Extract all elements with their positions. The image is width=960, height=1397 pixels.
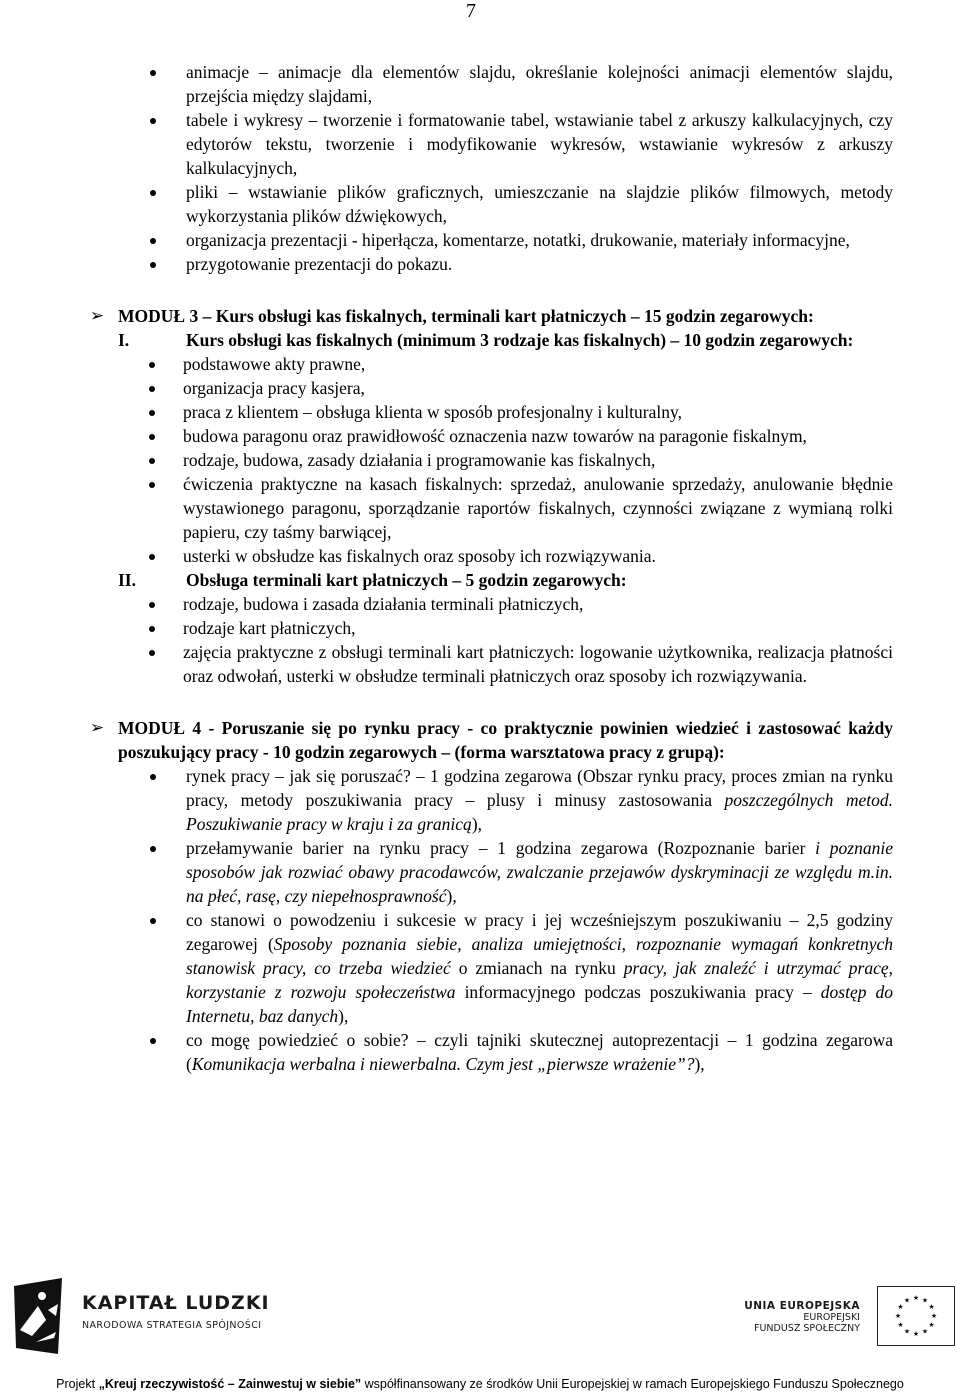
svg-text:★: ★ <box>921 1296 929 1305</box>
list-item: przełamywanie barier na rynku pracy – 1 godzina zegarowa (Rozpoznanie barier i poznanie sposobów jak rozwiać obawy pracodawców, zwalczanie przejawów dyskryminacji ze względu m.in. na płeć, rasę, czy niepełnosprawność), <box>0 836 960 908</box>
svg-text:★: ★ <box>897 1321 904 1329</box>
document-body <box>0 60 960 1076</box>
list-item: przygotowanie prezentacji do pokazu. <box>0 252 960 276</box>
list-item: co stanowi o powodzeniu i sukcesie w pracy i jej wcześniejszym poszukiwaniu – 2,5 godziny zegarowej (Sposoby poznania siebie, analiza umiejętności, rozpoznanie wymagań konkretnych stanowisk pracy, co trzeba wiedzieć o zmianach na rynku pracy, jak znaleźć i utrzymać pracę, korzystanie z rozwoju społeczeństwa informacyjnego podczas poszukiwania pracy – dostęp do Internetu, baz danych), <box>0 908 960 1028</box>
eu-flag-icon <box>877 1286 955 1346</box>
project-footer: Projekt „Kreuj rzeczywistość – Zainwestuj w siebie” współfinansowany ze środków Unii Europejskiej w ramach Europejskiego Funduszu Społecznego <box>56 1377 904 1391</box>
module-4-title: MODUŁ 4 - Poruszanie się po rynku pracy - co praktycznie powinien wiedzieć i zastosować każdy poszukujący pracy - 10 godzin zegarowych – (forma warsztatowa pracy z grupą): <box>118 718 893 762</box>
arrow-bullet-icon: ➢ <box>90 306 105 325</box>
cash-register-topics-list <box>0 352 960 568</box>
bullet-icon <box>149 650 155 656</box>
bullet-icon <box>149 602 155 608</box>
bullet-icon <box>150 238 156 244</box>
bullet-icon <box>150 70 156 76</box>
list-item: co mogę powiedzieć o sobie? – czyli tajniki skutecznej autoprezentacji – 1 godzina zegarowa (Komunikacja werbalna i niewerbalna. Czym jest „pierwsze wrażenie”?), <box>0 1028 960 1076</box>
bullet-icon <box>150 118 156 124</box>
svg-text:★: ★ <box>894 1312 902 1320</box>
footer-logos <box>0 1268 960 1368</box>
list-item: rynek pracy – jak się poruszać? – 1 godzina zegarowa (Obszar rynku pracy, proces zmian na rynku pracy, metody poszukiwania pracy – plusy i minusy zastosowania poszczególnych metod. Poszukiwanie pracy w kraju i za granicą), <box>0 764 960 836</box>
bullet-icon <box>150 774 156 780</box>
bullet-icon <box>149 554 155 560</box>
bullet-icon <box>149 362 155 368</box>
list-item: ćwiczenia praktyczne na kasach fiskalnych: sprzedaż, anulowanie sprzedaży, anulowanie błędnie wystawionego paragonu, sporządzanie raportów fiskalnych, czynności związane z wymianą rolki papieru, czy taśmy barwiącej, <box>0 472 960 544</box>
bullet-icon <box>149 434 155 440</box>
svg-text:★: ★ <box>903 1327 911 1336</box>
bullet-icon <box>149 386 155 392</box>
svg-text:★: ★ <box>903 1296 911 1305</box>
list-item: rodzaje, budowa, zasady działania i programowanie kas fiskalnych, <box>0 448 960 472</box>
bullet-icon <box>149 458 155 464</box>
list-item: rodzaje kart płatniczych, <box>0 616 960 640</box>
module-4-heading <box>0 716 960 764</box>
presentation-topics-list <box>0 60 960 276</box>
bullet-icon <box>150 1038 156 1044</box>
list-item: usterki w obsłudze kas fiskalnych oraz sposoby ich rozwiązywania. <box>0 544 960 568</box>
arrow-bullet-icon: ➢ <box>90 718 105 737</box>
module-3-part-1-heading <box>0 328 960 352</box>
list-item: animacje – animacje dla elementów slajdu, określanie kolejności animacji elementów slajdu, przejścia między slajdami, <box>0 60 960 108</box>
kapital-ludzki-logo-icon <box>12 1276 64 1356</box>
list-item: organizacja pracy kasjera, <box>0 376 960 400</box>
svg-text:★: ★ <box>928 1321 935 1329</box>
kapital-ludzki-subtitle: NARODOWA STRATEGIA SPÓJNOŚCI <box>82 1320 262 1331</box>
svg-text:★: ★ <box>897 1303 904 1311</box>
svg-text:★: ★ <box>928 1303 935 1311</box>
bullet-icon <box>150 190 156 196</box>
bullet-icon <box>150 262 156 268</box>
bullet-icon <box>150 846 156 852</box>
roman-numeral: I. <box>118 330 130 350</box>
bullet-icon <box>150 918 156 924</box>
eu-fund-label: UNIA EUROPEJSKA EUROPEJSKI FUNDUSZ SPOŁECZNY <box>744 1300 860 1334</box>
list-item: budowa paragonu oraz prawidłowość oznaczenia nazw towarów na paragonie fiskalnym, <box>0 424 960 448</box>
list-item: podstawowe akty prawne, <box>0 352 960 376</box>
labor-market-topics-list <box>0 764 960 1076</box>
module-3-heading <box>0 304 960 328</box>
list-item: praca z klientem – obsługa klienta w sposób profesjonalny i kulturalny, <box>0 400 960 424</box>
part-title: Kurs obsługi kas fiskalnych (minimum 3 rodzaje kas fiskalnych) – 10 godzin zegarowych: <box>186 330 854 350</box>
module-3-title: MODUŁ 3 – Kurs obsługi kas fiskalnych, terminali kart płatniczych – 15 godzin zegarowych: <box>118 306 814 326</box>
list-item: zajęcia praktyczne z obsługi terminali kart płatniczych: logowanie użytkownika, realizacja płatności oraz odwołań, usterki w obsłudze terminali płatniczych oraz sposoby ich rozwiązywania. <box>0 640 960 688</box>
list-item: tabele i wykresy – tworzenie i formatowanie tabel, wstawianie tabel z arkuszy kalkulacyjnych, czy edytorów tekstu, tworzenie i modyfikowanie wykresów, wstawianie wykresów z arkuszy kalkulacyjnych, <box>0 108 960 180</box>
roman-numeral: II. <box>118 570 136 590</box>
part-title: Obsługa terminali kart płatniczych – 5 godzin zegarowych: <box>186 570 627 590</box>
svg-text:★: ★ <box>912 1330 920 1338</box>
list-item: organizacja prezentacji - hiperłącza, komentarze, notatki, drukowanie, materiały informacyjne, <box>0 228 960 252</box>
svg-text:★: ★ <box>921 1327 929 1336</box>
list-item: rodzaje, budowa i zasada działania terminali płatniczych, <box>0 592 960 616</box>
bullet-icon <box>149 482 155 488</box>
svg-text:★: ★ <box>930 1312 938 1320</box>
bullet-icon <box>149 410 155 416</box>
bullet-icon <box>149 626 155 632</box>
payment-terminal-topics-list <box>0 592 960 688</box>
module-3-part-2-heading <box>0 568 960 592</box>
page-number: 7 <box>466 0 476 22</box>
svg-text:★: ★ <box>912 1294 920 1302</box>
kapital-ludzki-title: KAPITAŁ LUDZKI <box>82 1292 270 1314</box>
list-item: pliki – wstawianie plików graficznych, umieszczanie na slajdzie plików filmowych, metody wykorzystania plików dźwiękowych, <box>0 180 960 228</box>
